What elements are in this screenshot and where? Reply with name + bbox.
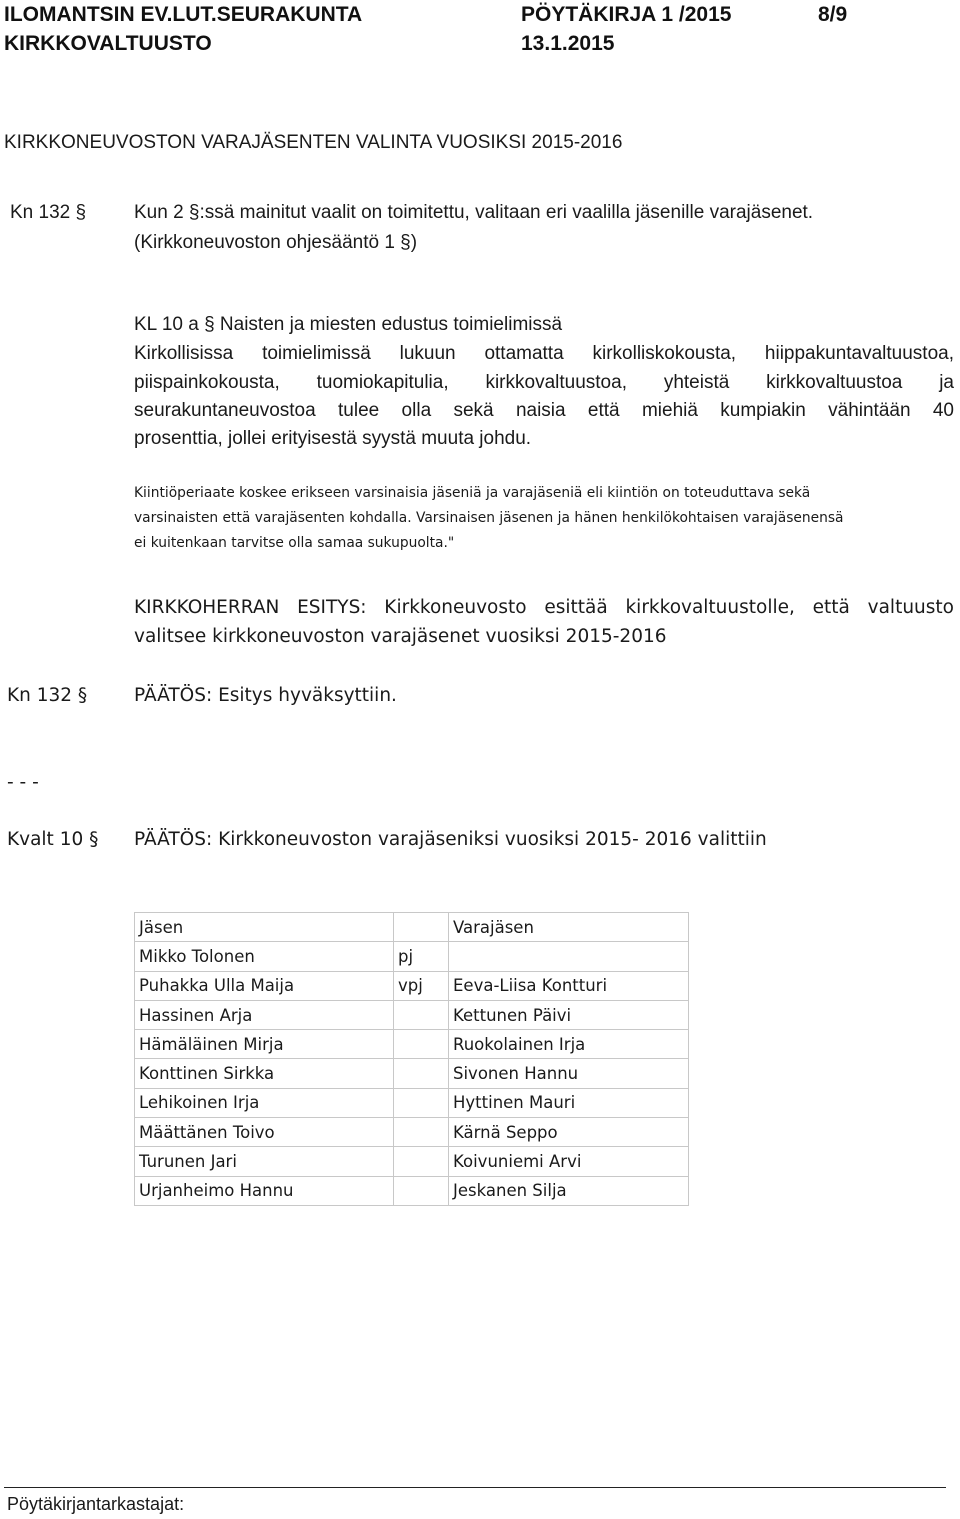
table-row	[135, 1147, 689, 1176]
header-organization: ILOMANTSIN EV.LUT.SEURAKUNTA	[4, 3, 363, 26]
member-name-cell: Määttänen Toivo	[135, 1118, 394, 1147]
member-name-cell: Turunen Jari	[135, 1147, 394, 1176]
table-row	[135, 1118, 689, 1147]
kvalt-label: Kvalt 10 §	[7, 829, 99, 850]
table-row	[135, 1176, 689, 1205]
role-cell	[394, 1030, 449, 1059]
kl-para-line-3: seurakuntaneuvostoa tulee olla sekä naisia että miehiä kumpiakin vähintään 40	[134, 400, 954, 421]
deputy-name-cell: Ruokolainen Irja	[449, 1030, 689, 1059]
role-cell	[394, 1118, 449, 1147]
table-row	[135, 1000, 689, 1029]
role-cell: pj	[394, 942, 449, 971]
kn132-label: Kn 132 §	[10, 202, 87, 223]
quota-line-3: ei kuitenkaan tarvitse olla samaa sukupuolta."	[134, 535, 455, 551]
role-cell	[394, 1176, 449, 1205]
header-date: 13.1.2015	[521, 32, 615, 55]
table-row	[135, 1059, 689, 1088]
header-cell-deputy: Varajäsen	[449, 913, 689, 942]
kn132-line-2: (Kirkkoneuvoston ohjesääntö 1 §)	[134, 232, 418, 253]
header-document: PÖYTÄKIRJA 1 /2015	[521, 3, 732, 26]
kl-para-line-1: Kirkollisissa toimielimissä lukuun ottamatta kirkolliskokousta, hiippakuntavaltuustoa,	[134, 343, 954, 364]
table-row	[135, 1030, 689, 1059]
member-name-cell: Puhakka Ulla Maija	[135, 971, 394, 1000]
proposal-line-2: valitsee kirkkoneuvoston varajäsenet vuosiksi 2015-2016	[134, 626, 667, 647]
kl-heading: KL 10 a § Naisten ja miesten edustus toimielimissä	[134, 314, 563, 335]
deputy-name-cell: Eeva-Liisa Kontturi	[449, 971, 689, 1000]
footer-inspectors-label: Pöytäkirjantarkastajat:	[7, 1494, 185, 1514]
signature-line	[4, 1487, 946, 1488]
deputy-name-cell: Kärnä Seppo	[449, 1118, 689, 1147]
role-cell: vpj	[394, 971, 449, 1000]
kn132-decision: PÄÄTÖS: Esitys hyväksyttiin.	[134, 685, 397, 706]
member-name-cell: Hassinen Arja	[135, 1000, 394, 1029]
table-row	[135, 971, 689, 1000]
kn132-line-1: Kun 2 §:ssä mainitut vaalit on toimitettu, valitaan eri vaalilla jäsenille varajäsenet.	[134, 202, 814, 223]
kl-para-line-4: prosenttia, jollei erityisestä syystä muuta johdu.	[134, 428, 532, 449]
quota-line-1: Kiintiöperiaate koskee erikseen varsinaisia jäseniä ja varajäseniä eli kiintiön on toteuduttava sekä	[134, 485, 811, 501]
role-cell	[394, 1088, 449, 1117]
kl-para-line-2: piispainkokousta, tuomiokapitulia, kirkkovaltuustoa, yhteistä kirkkovaltuustoa ja	[134, 372, 954, 393]
role-cell	[394, 1147, 449, 1176]
deputy-name-cell: Kettunen Päivi	[449, 1000, 689, 1029]
header-body: KIRKKOVALTUUSTO	[4, 32, 212, 55]
deputy-name-cell	[449, 942, 689, 971]
member-name-cell: Hämäläinen Mirja	[135, 1030, 394, 1059]
members-table	[134, 912, 689, 1206]
deputy-name-cell: Jeskanen Silja	[449, 1176, 689, 1205]
section-title: KIRKKONEUVOSTON VARAJÄSENTEN VALINTA VUOSIKSI 2015-2016	[4, 132, 623, 153]
member-name-cell: Mikko Tolonen	[135, 942, 394, 971]
deputy-name-cell: Sivonen Hannu	[449, 1059, 689, 1088]
proposal-line-1: KIRKKOHERRAN ESITYS: Kirkkoneuvosto esittää kirkkovaltuustolle, että valtuusto	[134, 597, 954, 618]
role-cell	[394, 1000, 449, 1029]
header-page-number: 8/9	[818, 3, 848, 26]
kvalt-decision: PÄÄTÖS: Kirkkoneuvoston varajäseniksi vuosiksi 2015- 2016 valittiin	[134, 829, 767, 850]
member-name-cell: Urjanheimo Hannu	[135, 1176, 394, 1205]
deputy-name-cell: Hyttinen Mauri	[449, 1088, 689, 1117]
quota-line-2: varsinaisten että varajäsenten kohdalla. Varsinaisen jäsenen ja hänen henkilökohtaisen varajäsenensä	[134, 510, 844, 526]
table-row	[135, 942, 689, 971]
table-header-row	[135, 913, 689, 942]
kn132-decision-label: Kn 132 §	[7, 685, 88, 706]
member-name-cell: Lehikoinen Irja	[135, 1088, 394, 1117]
member-name-cell: Konttinen Sirkka	[135, 1059, 394, 1088]
header-cell-member: Jäsen	[135, 913, 394, 942]
table-row	[135, 1088, 689, 1117]
separator: - - -	[7, 772, 39, 793]
role-cell	[394, 1059, 449, 1088]
deputy-name-cell: Koivuniemi Arvi	[449, 1147, 689, 1176]
header-cell-role	[394, 913, 449, 942]
